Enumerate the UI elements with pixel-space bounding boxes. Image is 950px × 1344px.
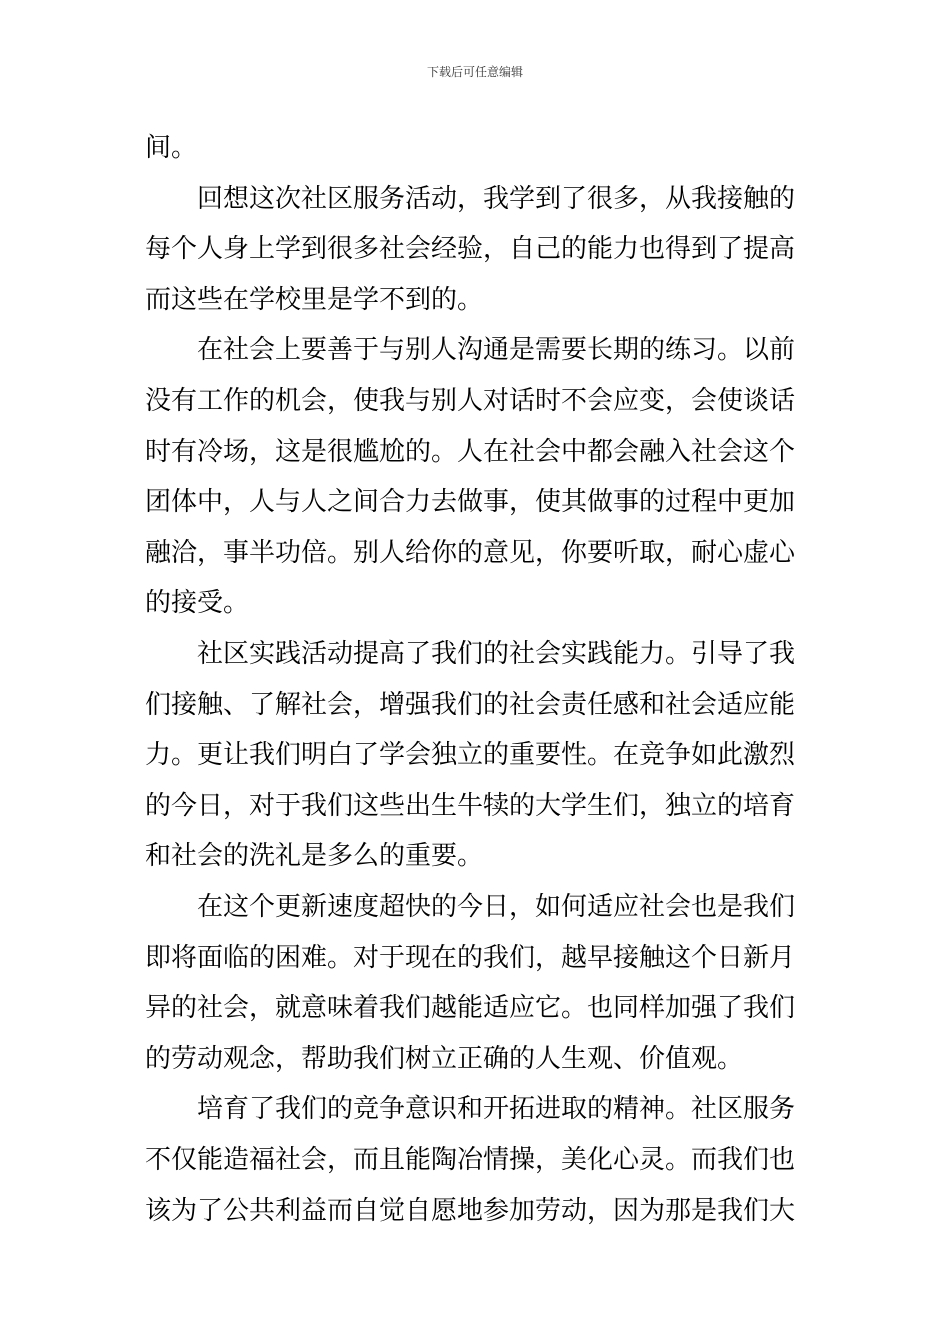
text-line: 团体中，人与人之间合力去做事，使其做事的过程中更加 [145,487,796,518]
text-line: 的劳动观念，帮助我们树立正确的人生观、价值观。 [145,1043,744,1074]
text-line: 社区实践活动提高了我们的社会实践能力。引导了我 [197,639,796,669]
page-header: 下载后可任意编辑 [426,65,523,79]
text-line: 没有工作的机会，使我与别人对话时不会应变，会使谈话 [145,386,796,416]
text-line: 的今日，对于我们这些出生牛犊的大学生们，独立的培育 [145,790,796,821]
text-line: 而这些在学校里是学不到的。 [145,284,484,315]
text-line: 在这个更新速度超快的今日，如何适应社会也是我们 [197,892,796,922]
text-line: 和社会的洗礼是多么的重要。 [145,841,484,872]
text-line: 回想这次社区服务活动，我学到了很多，从我接触的 [197,183,796,214]
text-line: 力。更让我们明白了学会独立的重要性。在竞争如此激烈 [145,740,796,771]
text-line: 即将面临的困难。对于现在的我们，越早接触这个日新月 [145,942,796,973]
text-line: 在社会上要善于与别人沟通是需要长期的练习。以前 [197,335,796,366]
text-line: 们接触、了解社会，增强我们的社会责任感和社会适应能 [145,689,796,720]
text-line: 的接受。 [145,588,250,619]
text-line: 时有冷场，这是很尴尬的。人在社会中都会融入社会这个 [145,436,796,467]
text-line: 培育了我们的竞争意识和开拓进取的精神。社区服务 [197,1094,796,1125]
text-line: 异的社会，就意味着我们越能适应它。也同样加强了我们 [145,993,796,1024]
text-line: 融洽，事半功倍。别人给你的意见，你要听取，耐心虚心 [145,537,796,568]
text-line: 不仅能造福社会，而且能陶冶情操，美化心灵。而我们也 [145,1145,796,1175]
text-line: 每个人身上学到很多社会经验，自己的能力也得到了提高 [145,234,796,265]
text-line: 该为了公共利益而自觉自愿地参加劳动，因为那是我们大 [145,1195,796,1226]
text-line: 间。 [145,133,198,163]
